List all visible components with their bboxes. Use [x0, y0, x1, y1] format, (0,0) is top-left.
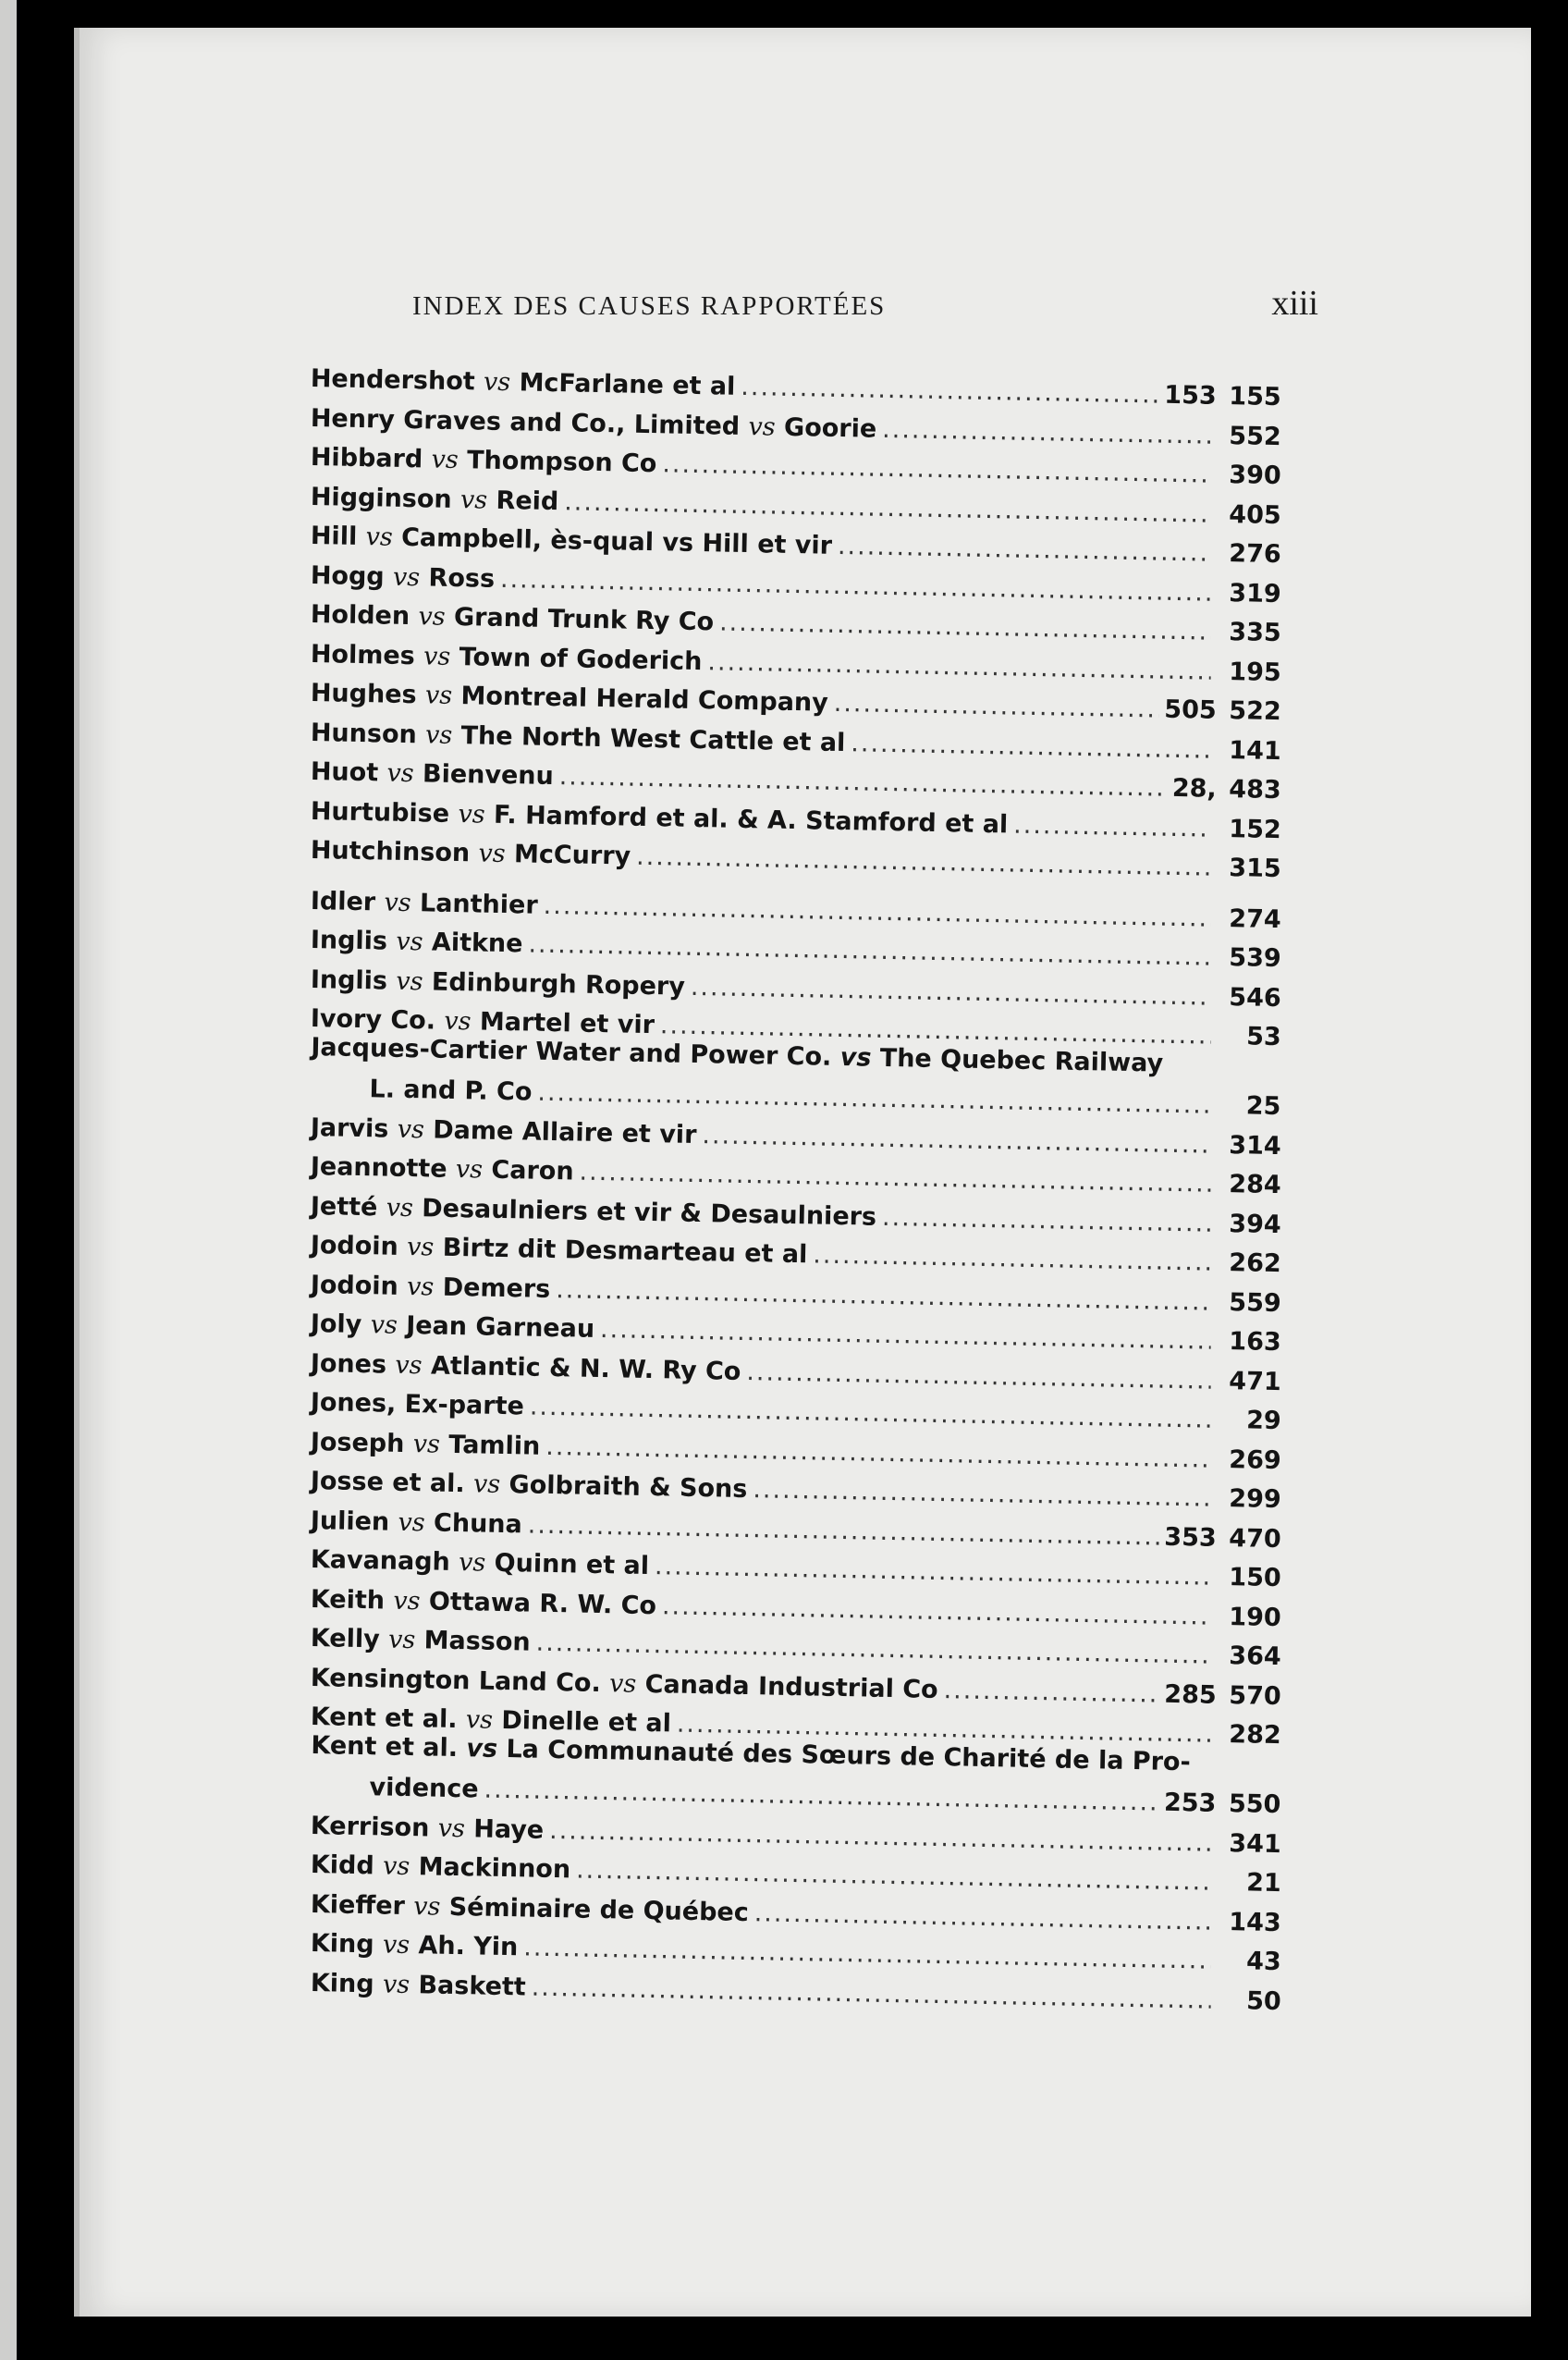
versus: vs	[392, 561, 421, 592]
page-ref: 341	[1229, 1828, 1281, 1859]
case-name	[311, 926, 523, 958]
party-b: The Quebec Railway	[879, 1043, 1164, 1078]
case-name	[311, 836, 631, 871]
party-b: Masson	[423, 1625, 531, 1657]
versus: vs	[483, 367, 511, 397]
case-name	[311, 482, 559, 515]
page-ref: 405	[1229, 499, 1281, 530]
page-ref: 276	[1229, 538, 1281, 569]
party-b: Birtz dit Desmarteau et al	[442, 1233, 808, 1269]
page-title: INDEX DES CAUSES RAPPORTÉES	[412, 291, 887, 321]
party-b: Chuna	[433, 1507, 523, 1539]
page-ref: 315	[1229, 853, 1281, 883]
party-a: Kensington Land Co.	[310, 1663, 602, 1698]
party-a: Kelly	[310, 1623, 381, 1653]
case-name	[311, 1309, 595, 1344]
versus: vs	[382, 1851, 410, 1881]
page-ref: 29	[1245, 1405, 1281, 1435]
versus: vs	[466, 1733, 498, 1764]
versus: vs	[478, 838, 506, 868]
party-b: Edinburgh Ropery	[431, 966, 686, 1001]
party-b: Martel et vir	[479, 1007, 655, 1039]
case-name	[311, 1388, 525, 1420]
case-name	[311, 1427, 541, 1460]
page-ref: 155	[1229, 381, 1281, 412]
case-name	[311, 1506, 522, 1538]
page-ref-first: 353	[1164, 1521, 1218, 1552]
party-a: Jacques-Cartier Water and Power Co.	[311, 1032, 832, 1072]
page-ref: 282	[1229, 1719, 1281, 1750]
book-page	[74, 28, 1531, 2317]
party-b: Demers	[442, 1272, 551, 1303]
page-ref-first: 505	[1164, 694, 1218, 725]
party-a: Julien	[310, 1506, 390, 1536]
party-b: Desaulniers et vir & Desaulniers	[421, 1193, 877, 1231]
versus: vs	[444, 1006, 472, 1036]
party-a: Jones	[310, 1348, 387, 1379]
party-a: Hill	[310, 521, 358, 551]
case-name	[311, 1850, 571, 1884]
versus: vs	[398, 1506, 425, 1537]
versus: vs	[412, 1891, 441, 1921]
case-name	[311, 1929, 519, 1961]
page-ref: 141	[1229, 735, 1281, 766]
page-ref: 269	[1229, 1444, 1281, 1475]
versus: vs	[382, 1930, 410, 1960]
page-ref: 539	[1229, 942, 1281, 973]
versus: vs	[424, 680, 453, 710]
versus: vs	[406, 1232, 435, 1262]
case-name	[311, 1968, 526, 2000]
versus: vs	[459, 485, 488, 514]
party-a: Hunson	[310, 718, 418, 749]
page-ref: 546	[1229, 982, 1281, 1013]
party-a: Jodoin	[310, 1270, 399, 1300]
page-ref-first: 153	[1164, 380, 1218, 411]
case-name	[311, 1624, 531, 1657]
page-ref: 50	[1245, 1985, 1281, 2016]
page-ref: 163	[1229, 1326, 1281, 1357]
continuation: L. and P. Co	[369, 1074, 533, 1107]
party-b: Lanthier	[419, 888, 539, 919]
party-b: McCurry	[513, 839, 631, 871]
page-ref: 394	[1229, 1209, 1281, 1239]
page-ref: 522	[1229, 695, 1281, 726]
party-b: Aitkne	[431, 928, 523, 958]
party-b: Ah. Yin	[418, 1930, 519, 1961]
page-ref: 483	[1229, 774, 1281, 805]
party-a: Hogg	[310, 560, 385, 591]
party-b: La Communauté des Sœurs de Charité de la Pro-	[506, 1734, 1191, 1776]
party-b: Bienvenu	[422, 758, 555, 791]
party-b: Reid	[496, 485, 559, 516]
party-a: Kent et al.	[310, 1702, 458, 1734]
versus: vs	[384, 887, 411, 917]
party-b: F. Hamford et al. & A. Stamford et al	[493, 799, 1009, 839]
versus: vs	[472, 1469, 501, 1499]
versus: vs	[406, 1272, 435, 1301]
page-ref: 559	[1229, 1287, 1281, 1318]
versus: vs	[395, 1349, 423, 1380]
versus: vs	[437, 1813, 466, 1843]
page-ref: 552	[1229, 421, 1281, 451]
versus: vs	[431, 445, 459, 474]
page-ref: 21	[1245, 1867, 1281, 1898]
versus: vs	[393, 1585, 421, 1616]
versus: vs	[458, 799, 485, 829]
party-b: Montreal Herald Company	[460, 681, 829, 718]
page-ref: 262	[1229, 1248, 1281, 1278]
party-a: Kieffer	[310, 1889, 406, 1920]
versus: vs	[370, 1309, 398, 1340]
running-header	[412, 283, 1318, 324]
party-a: Inglis	[310, 965, 388, 995]
party-b: Ottawa R. W. Co	[428, 1586, 657, 1620]
page-ref: 550	[1228, 1788, 1281, 1819]
party-a: Holmes	[310, 639, 416, 670]
party-a: Inglis	[310, 925, 388, 956]
party-a: Kidd	[310, 1850, 375, 1880]
party-b: Mackinnon	[418, 1851, 571, 1884]
page-ref: 274	[1229, 903, 1281, 934]
case-index-list	[310, 353, 1281, 2016]
case-name	[311, 757, 554, 791]
case-name	[311, 886, 538, 919]
versus: vs	[424, 719, 453, 749]
party-a: Jodoin	[310, 1230, 399, 1261]
case-name	[311, 560, 496, 593]
versus: vs	[382, 1969, 410, 1999]
party-a: Jarvis	[310, 1112, 389, 1143]
versus: vs	[455, 1154, 484, 1185]
party-a: King	[310, 1928, 374, 1959]
page-ref-first: 253	[1163, 1788, 1217, 1818]
party-b: Thompson Co	[466, 445, 657, 478]
party-b: Baskett	[418, 1970, 527, 2001]
party-a: Jeannotte	[310, 1151, 447, 1184]
versus: vs	[748, 412, 776, 441]
party-a: Henry Graves and Co., Limited	[310, 403, 741, 440]
party-a: Jetté	[310, 1191, 378, 1222]
party-b: Jean Garneau	[405, 1310, 595, 1344]
leader-dots	[1013, 810, 1211, 842]
page-ref: 319	[1229, 578, 1281, 608]
leader-dots	[531, 1973, 1211, 2014]
party-b: Dinelle et al	[501, 1705, 672, 1738]
party-b: Goorie	[783, 412, 877, 443]
party-a: Hughes	[310, 678, 417, 709]
party-a: Higginson	[310, 482, 452, 513]
page-ref-first: 28,	[1171, 773, 1218, 804]
page-ref: 190	[1229, 1602, 1281, 1632]
page-ref: 335	[1229, 617, 1281, 647]
page-ref: 390	[1229, 460, 1281, 490]
versus: vs	[396, 927, 423, 956]
versus: vs	[608, 1668, 637, 1698]
party-a: Josse et al.	[310, 1466, 465, 1498]
versus: vs	[839, 1042, 872, 1073]
page-ref-first: 285	[1164, 1678, 1218, 1709]
party-a: Ivory Co.	[310, 1003, 436, 1036]
page-ref: 470	[1229, 1523, 1281, 1554]
page-ref: 152	[1229, 814, 1281, 844]
versus: vs	[397, 1113, 425, 1144]
versus: vs	[386, 1192, 414, 1223]
party-a: Kent et al.	[311, 1730, 459, 1763]
page-ref: 143	[1229, 1907, 1281, 1937]
party-b: Ross	[428, 562, 496, 593]
adjacent-page-edge	[0, 0, 17, 2360]
leader-dots	[636, 842, 1211, 881]
party-b: Atlantic & N. W. Ry Co	[430, 1350, 741, 1385]
party-b: Dame Allaire et vir	[433, 1114, 697, 1149]
page-ref: 195	[1229, 657, 1281, 687]
versus: vs	[365, 522, 394, 552]
party-b: Tamlin	[448, 1429, 541, 1460]
versus: vs	[396, 965, 423, 996]
page-ref: 284	[1229, 1169, 1281, 1199]
page-ref: 53	[1245, 1021, 1281, 1051]
party-a: King	[310, 1968, 374, 1998]
versus: vs	[386, 758, 414, 788]
page-ref: 364	[1229, 1641, 1281, 1671]
page-ref: 471	[1229, 1366, 1281, 1396]
party-b: McFarlane et al	[519, 367, 736, 401]
party-a: Hibbard	[310, 442, 423, 473]
party-b: Canada Industrial Co	[644, 1668, 938, 1704]
party-a: Keith	[310, 1584, 386, 1615]
party-b: Caron	[491, 1155, 574, 1186]
page-ref: 25	[1245, 1090, 1281, 1121]
versus: vs	[458, 1547, 486, 1578]
case-name	[311, 1811, 545, 1844]
party-b: The North West Cattle et al	[460, 720, 846, 757]
party-a: Kavanagh	[310, 1544, 451, 1577]
party-a: Kerrison	[310, 1811, 430, 1842]
page-ref: 314	[1229, 1130, 1281, 1161]
page-ref: 150	[1229, 1562, 1281, 1592]
party-b: Séminaire de Québec	[448, 1891, 750, 1927]
party-b: Golbraith & Sons	[508, 1469, 748, 1504]
party-b: Haye	[472, 1813, 545, 1844]
leader-dots	[943, 1675, 1158, 1707]
party-b: Grand Trunk Ry Co	[453, 602, 715, 636]
case-name	[311, 1270, 551, 1303]
party-a: Holden	[310, 599, 410, 631]
versus: vs	[387, 1625, 416, 1654]
continuation: vidence	[369, 1772, 479, 1803]
page-ref: 570	[1229, 1680, 1281, 1711]
party-a: Joly	[310, 1309, 362, 1339]
versus: vs	[412, 1429, 441, 1458]
party-a: Joseph	[310, 1427, 405, 1457]
party-a: Idler	[310, 886, 376, 916]
page-number: xiii	[1271, 284, 1318, 323]
page-ref: 299	[1229, 1483, 1281, 1514]
party-b: Campbell, ès-qual vs Hill et vir	[400, 522, 833, 560]
party-a: Jones, Ex-parte	[310, 1387, 525, 1420]
party-a: Huot	[310, 756, 379, 787]
versus: vs	[418, 601, 446, 632]
versus: vs	[465, 1704, 494, 1735]
versus: vs	[423, 641, 451, 670]
party-b: Town of Goderich	[459, 642, 703, 676]
case-name	[311, 1152, 574, 1186]
party-a: Hurtubise	[310, 796, 450, 828]
party-a: Hutchinson	[310, 835, 471, 867]
party-a: Hendershot	[310, 363, 475, 396]
page-ref: 43	[1245, 1946, 1281, 1976]
party-b: Quinn et al	[494, 1548, 650, 1580]
